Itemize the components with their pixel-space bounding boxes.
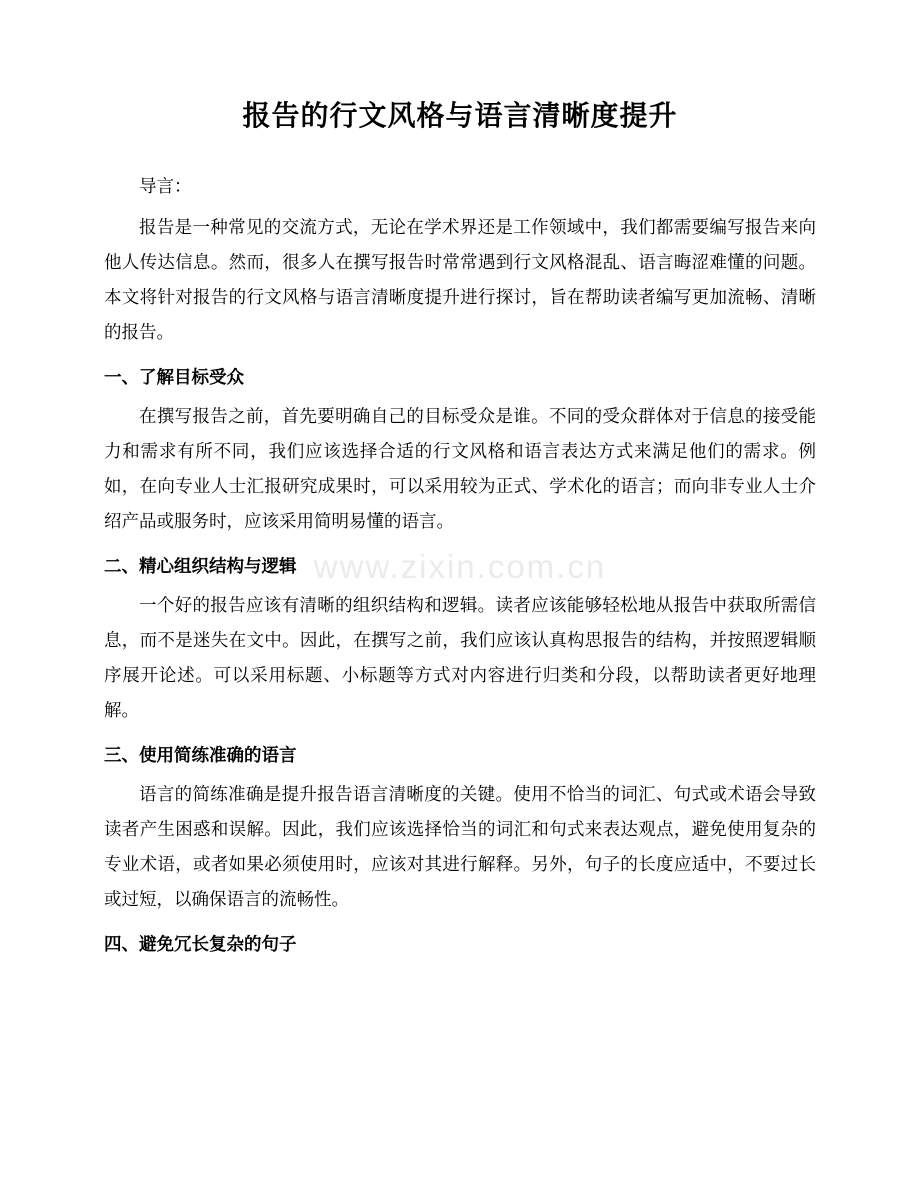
document-content xyxy=(104,96,816,962)
section-heading-3: 三、使用简练准确的语言 xyxy=(104,745,297,766)
section-paragraph-1: 在撰写报告之前，首先要明确自己的目标受众是谁。不同的受众群体对于信息的接受能力和需求有所不同，我们应该选择合适的行文风格和语言表达方式来满足他们的需求。例如，在向专业人士汇报研究成果时，可以采用较为正式、学术化的语言；而向非专业人士介绍产品或服务时，应该采用简明易懂的语言。 xyxy=(104,406,816,532)
section-paragraph-3: 语言的简练准确是提升报告语言清晰度的关键。使用不恰当的词汇、句式或术语会导致读者产生困惑和误解。因此，我们应该选择恰当的词汇和句式来表达观点，避免使用复杂的专业术语，或者如果必须使用时，应该对其进行解释。另外，句子的长度应适中，不要过长或过短，以确保语言的流畅性。 xyxy=(104,784,816,910)
section-heading-4: 四、避免冗长复杂的句子 xyxy=(104,934,297,955)
section-heading-1: 一、了解目标受众 xyxy=(104,367,244,388)
intro-label: 导言： xyxy=(139,176,192,197)
page-title: 报告的行文风格与语言清晰度提升 xyxy=(242,100,678,131)
intro-paragraph: 报告是一种常见的交流方式，无论在学术界还是工作领域中，我们都需要编写报告来向他人传达信息。然而，很多人在撰写报告时常常遇到行文风格混乱、语言晦涩难懂的问题。本文将针对报告的行文风格与语言清晰度提升进行探讨，旨在帮助读者编写更加流畅、清晰的报告。 xyxy=(104,217,816,343)
section-paragraph-2: 一个好的报告应该有清晰的组织结构和逻辑。读者应该能够轻松地从报告中获取所需信息，而不是迷失在文中。因此，在撰写之前，我们应该认真构思报告的结构，并按照逻辑顺序展开论述。可以采用标题、小标题等方式对内容进行归类和分段，以帮助读者更好地理解。 xyxy=(104,595,816,721)
watermark: www.zixin.com.cn xyxy=(313,548,607,585)
section-heading-2: 二、精心组织结构与逻辑 xyxy=(104,556,297,577)
